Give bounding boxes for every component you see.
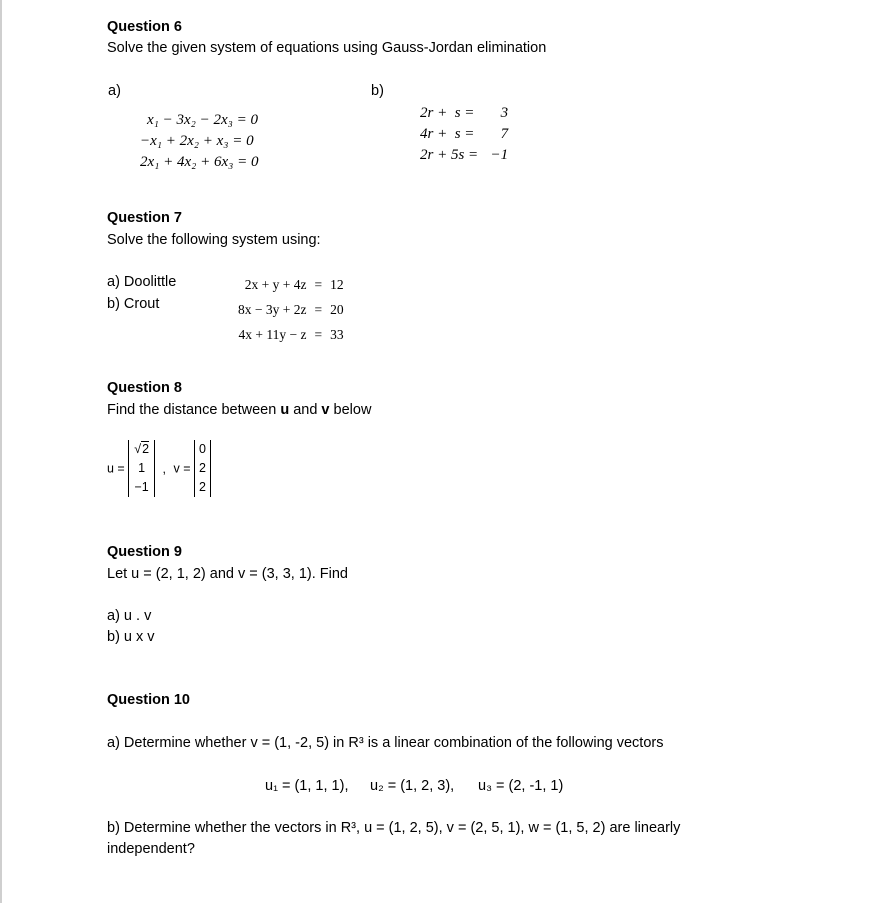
question-7-method-a: a) Doolittle: [107, 274, 177, 290]
question-6-heading: Question 6: [107, 19, 182, 35]
v-vector-entry: 2: [199, 461, 206, 475]
question-6-part-a-label: a): [108, 83, 121, 99]
vector-u-symbol: u: [280, 402, 290, 418]
system-b-row: [420, 124, 508, 145]
question-8-vectors: [107, 440, 211, 497]
u-vector-entry: 1: [138, 461, 146, 475]
system-q7-row: [238, 322, 344, 347]
basis-vector-u3: u₃ = (2, -1, 1): [478, 778, 564, 794]
question-8-prompt: [107, 401, 371, 419]
system-q7-lhs: 8x − 3y + 2z: [238, 302, 307, 317]
question-8-prompt-and: and: [289, 402, 322, 418]
system-q7-row: [238, 272, 344, 297]
basis-vector-u1: u₁ = (1, 1, 1),: [265, 778, 349, 794]
u-column-vector: [128, 440, 155, 497]
system-b-rhs: −1: [490, 147, 509, 163]
system-q7-equals: =: [314, 277, 323, 292]
system-q7-rhs: 12: [330, 277, 344, 292]
system-b-lhs: 2r + s =: [420, 105, 475, 121]
system-b-lhs: 2r + 5s =: [420, 147, 479, 163]
question-10-part-a: a) Determine whether v = (1, -2, 5) in R³ is a linear combination of the following vectors: [107, 735, 664, 751]
system-q7: [238, 272, 344, 347]
v-vector-entry: 2: [199, 480, 206, 494]
system-q7-rhs: 33: [330, 327, 344, 342]
u-vector-entry: [134, 440, 149, 459]
system-q7-row: [238, 297, 344, 322]
system-a-eq-2: −x₁ + 2x₂ + x₃ = 0: [140, 133, 254, 149]
system-q7-rhs: 20: [330, 302, 344, 317]
question-10-part-b-line-2: independent?: [107, 841, 195, 857]
question-8-prompt-end: below: [329, 402, 372, 418]
system-b-lhs: 4r + s =: [420, 126, 475, 142]
system-b-row: [420, 145, 508, 166]
question-8-heading: Question 8: [107, 380, 182, 396]
system-q7-lhs: 4x + 11y − z: [238, 327, 307, 342]
basis-vector-u2: u₂ = (1, 2, 3),: [370, 778, 455, 794]
question-9-part-b: b) u x v: [107, 629, 155, 645]
system-b-rhs: 7: [500, 126, 509, 142]
system-q7-equals: =: [314, 327, 323, 342]
u-vector-label: u =: [107, 461, 125, 476]
sqrt-symbol: √: [134, 442, 142, 456]
system-b-rhs: 3: [500, 105, 509, 121]
question-6-part-b-label: b): [371, 83, 384, 99]
system-q7-equals: =: [314, 302, 323, 317]
system-b: [420, 103, 508, 166]
v-vector-entry: 0: [199, 442, 206, 456]
question-9-prompt: Let u = (2, 1, 2) and v = (3, 3, 1). Find: [107, 566, 348, 582]
question-9-part-a: a) u . v: [107, 608, 152, 624]
question-9-heading: Question 9: [107, 544, 182, 560]
system-a-eq-3: 2x₁ + 4x₂ + 6x₃ = 0: [140, 154, 259, 170]
system-b-row: [420, 103, 508, 124]
v-vector-label: v =: [173, 461, 191, 476]
u-vector-entry: −1: [134, 480, 149, 494]
question-10-part-b-line-1: b) Determine whether the vectors in R³, u = (1, 2, 5), v = (2, 5, 1), w = (1, 5, 2) are linearly: [107, 820, 681, 836]
question-8-prompt-start: Find the distance between: [107, 402, 281, 418]
question-7-heading: Question 7: [107, 210, 182, 226]
question-10-heading: Question 10: [107, 692, 190, 708]
vector-separator: ,: [162, 461, 167, 476]
question-6-prompt: Solve the given system of equations using Gauss-Jordan elimination: [107, 40, 547, 56]
system-q7-lhs: 2x + y + 4z: [244, 277, 307, 292]
question-7-method-b: b) Crout: [107, 296, 160, 312]
page-left-edge: [0, 0, 2, 903]
question-7-prompt: Solve the following system using:: [107, 232, 321, 248]
vector-v-symbol: v: [321, 402, 330, 418]
system-a: [140, 110, 258, 173]
system-a-eq-1: x₁ − 3x₂ − 2x₃ = 0: [147, 112, 258, 128]
v-column-vector: [194, 440, 211, 497]
u-vector-entry-radicand: 2: [142, 442, 150, 456]
